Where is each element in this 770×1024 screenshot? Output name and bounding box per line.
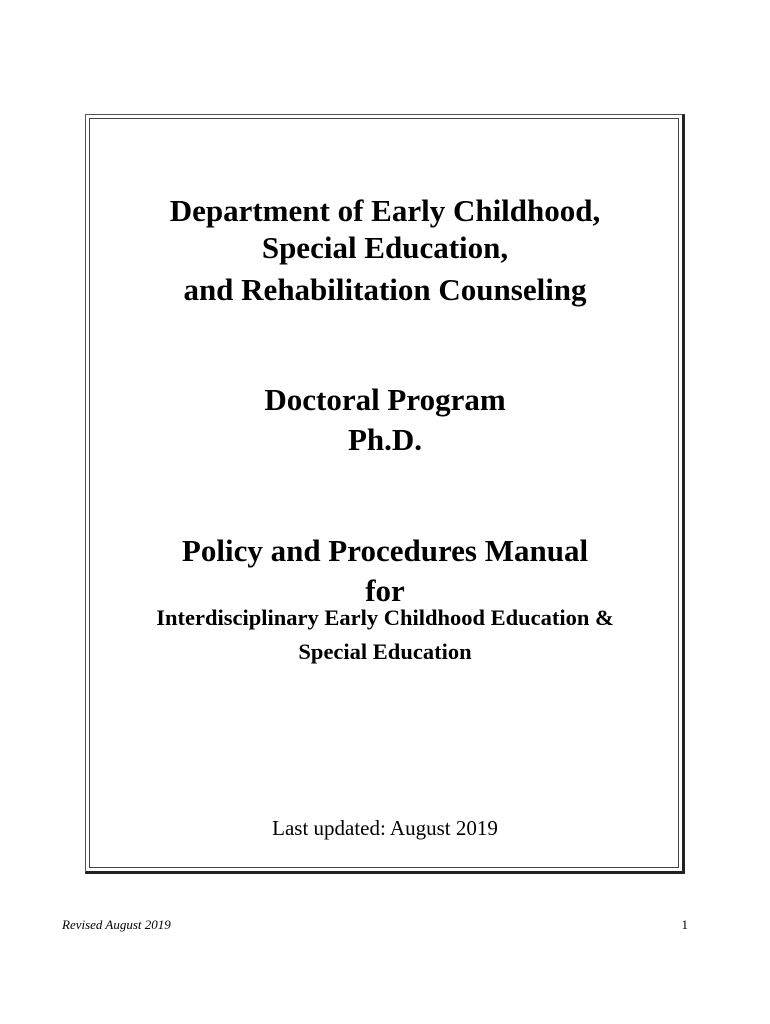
cover-frame bbox=[85, 114, 685, 874]
manual-title: Policy and Procedures Manual bbox=[181, 533, 589, 568]
manual-for: for bbox=[365, 573, 405, 608]
department-line-1: Department of Early Childhood, bbox=[169, 193, 601, 228]
department-line-3: and Rehabilitation Counseling bbox=[183, 272, 587, 307]
department-line-2: Special Education, bbox=[261, 230, 509, 265]
footer-revised-date: Revised August 2019 bbox=[62, 917, 171, 932]
subject-line-1: Interdisciplinary Early Childhood Education & bbox=[156, 605, 614, 630]
degree-title: Ph.D. bbox=[347, 422, 423, 457]
last-updated: Last updated: August 2019 bbox=[272, 816, 498, 840]
subject-line-2: Special Education bbox=[298, 639, 472, 664]
program-title: Doctoral Program bbox=[264, 382, 506, 417]
page-number: 1 bbox=[681, 917, 688, 932]
